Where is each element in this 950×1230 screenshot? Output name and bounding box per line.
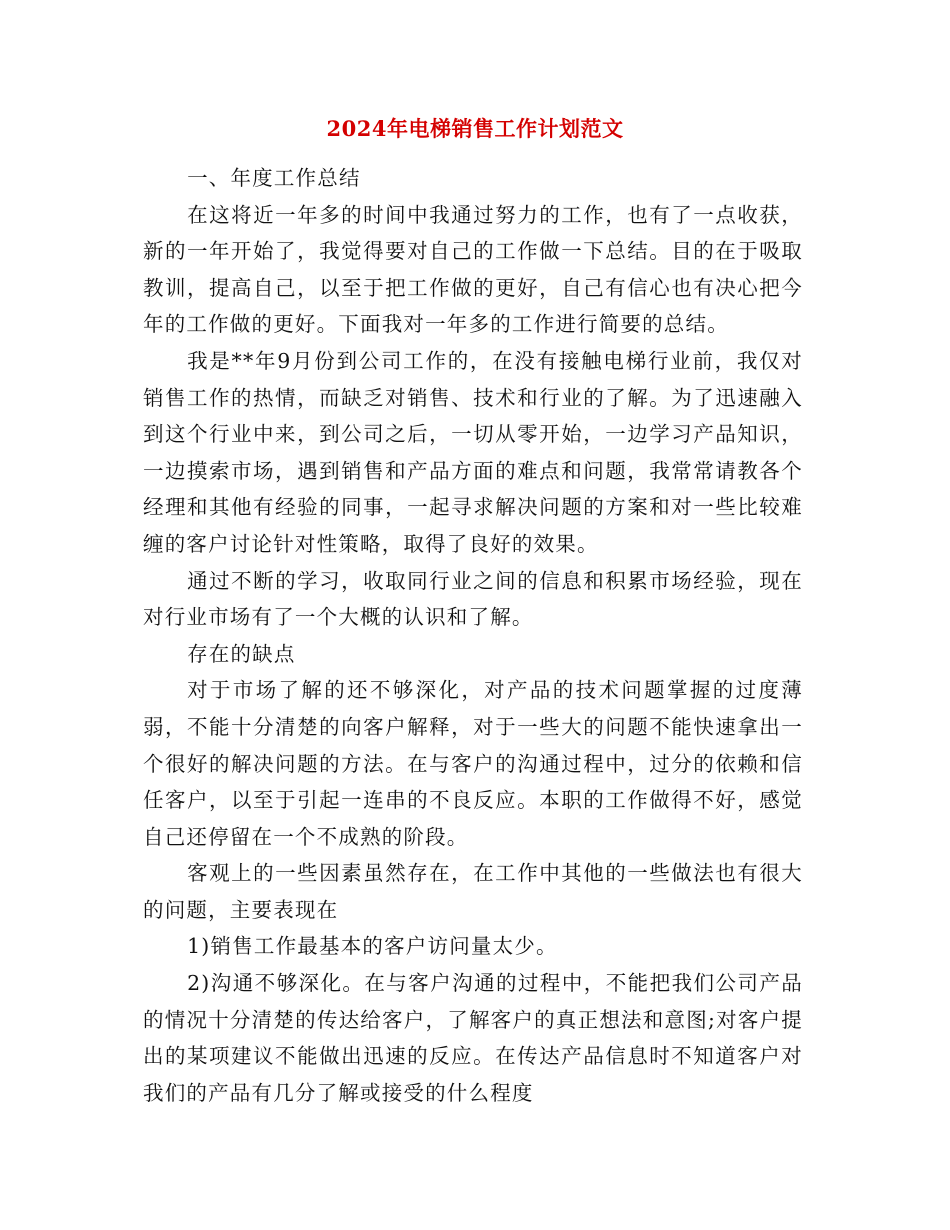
- document-body: [143, 160, 803, 1111]
- section-heading-annual-summary: 一、年度工作总结: [187, 166, 361, 190]
- document-title: 2024年电梯销售工作计划范文: [326, 116, 624, 141]
- list-item: 1)销售工作最基本的客户访问量太少。: [187, 934, 558, 959]
- paragraph: 对于市场了解的还不够深化，对产品的技术问题掌握的过度薄弱，不能十分清楚的向客户解释，对于一些大的问题不能快速拿出一个很好的解决问题的方法。在与客户的沟通过程中，过分的依赖和信任客户，以至于引起一连串的不良反应。本职的工作做得不好，感觉自己还停留在一个不成熟的阶段。: [143, 678, 803, 849]
- paragraph: 我是**年9月份到公司工作的，在没有接触电梯行业前，我仅对销售工作的热情，而缺乏对销售、技术和行业的了解。为了迅速融入到这个行业中来，到公司之后，一切从零开始，一边学习产品知识，一边摸索市场，遇到销售和产品方面的难点和问题，我常常请教各个经理和其他有经验的同事，一起寻求解决问题的方案和对一些比较难缠的客户讨论针对性策略，取得了良好的效果。: [143, 348, 803, 556]
- paragraph: 通过不断的学习，收取同行业之间的信息和积累市场经验，现在对行业市场有了一个大概的认识和了解。: [143, 568, 803, 630]
- paragraph: 客观上的一些因素虽然存在，在工作中其他的一些做法也有很大的问题，主要表现在: [143, 861, 803, 922]
- section-heading-shortcomings: 存在的缺点: [187, 641, 296, 666]
- list-item: 2)沟通不够深化。在与客户沟通的过程中，不能把我们公司产品的情况十分清楚的传达给客户，了解客户的真正想法和意图;对客户提出的某项建议不能做出迅速的反应。在传达产品信息时不知道客户对我们的产品有几分了解或接受的什么程度: [143, 971, 803, 1105]
- paragraph: 在这将近一年多的时间中我通过努力的工作，也有了一点收获，新的一年开始了，我觉得要对自己的工作做一下总结。目的在于吸取教训，提高自己，以至于把工作做的更好，自己有信心也有决心把今年的工作做的更好。下面我对一年多的工作进行简要的总结。: [143, 202, 803, 337]
